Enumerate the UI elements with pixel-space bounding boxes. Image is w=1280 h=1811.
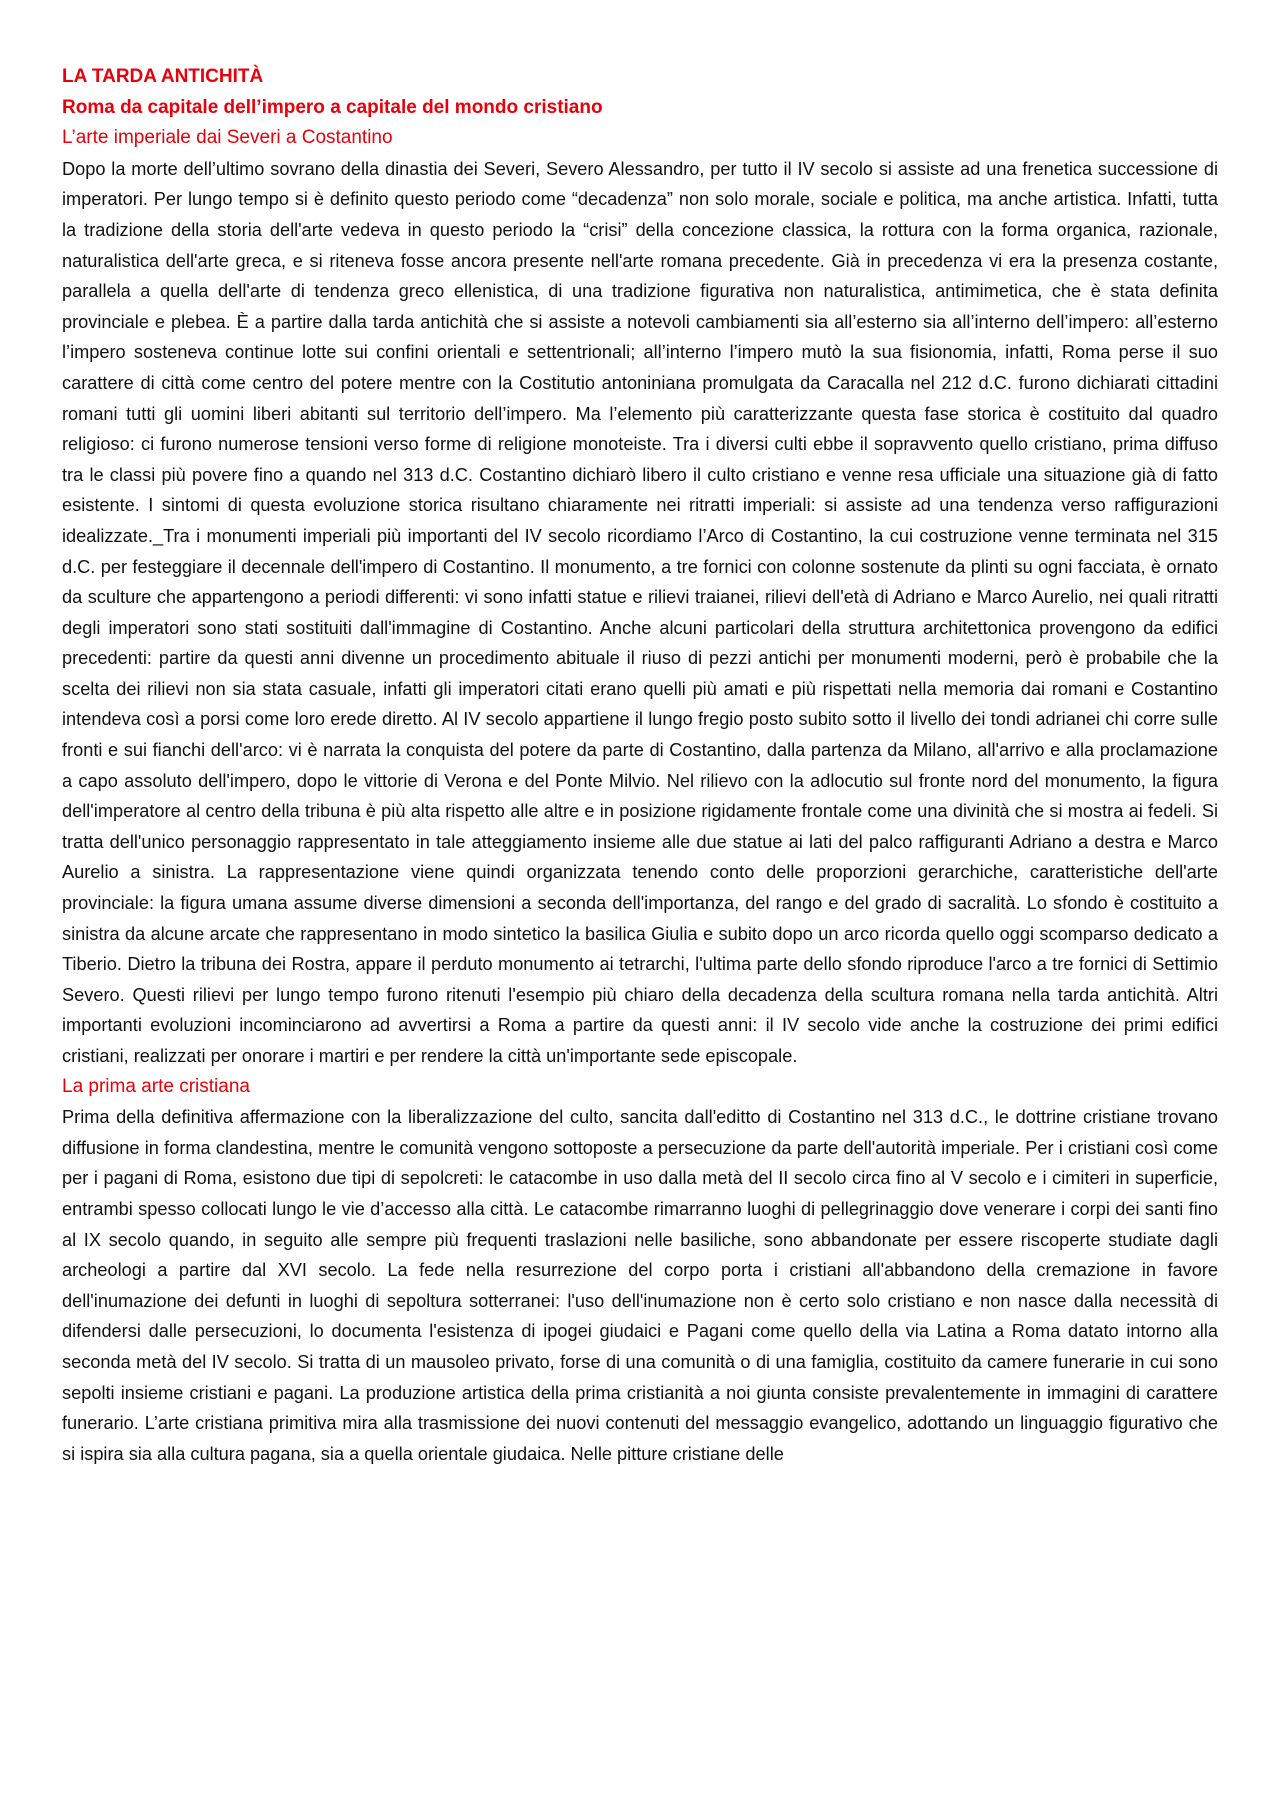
document-title: LA TARDA ANTICHITÀ [62, 66, 264, 87]
section-paragraph-imperial-art: Dopo la morte dell’ultimo sovrano della dinastia dei Severi, Severo Alessandro, per tutto il IV secolo si assiste ad una frenetica successione di imperatori. Per lungo tempo si è definito questo periodo come “decadenza” non solo morale, sociale e politica, ma anche artistica. Infatti, tutta la tradizione della storia dell'arte vedeva in questo periodo la “crisi” della concezione classica, la rottura con la forma organica, razionale, naturalistica dell'arte greca, e si riteneva fosse ancora presente nell'arte romana precedente. Già in precedenza vi era la presenza costante, parallela a quella dell'arte di tendenza greco ellenistica, di una tradizione figurativa non naturalistica, antimimetica, che è stata definita provinciale e plebea. È a partire dalla tarda antichità che si assiste a notevoli cambiamenti sia all’esterno sia all’interno dell’impero: all’esterno l’impero sosteneva continue lotte sui confini orientali e settentrionali; all’interno l’impero mutò la sua fisionomia, infatti, Roma perse il suo carattere di città come centro del potere mentre con la Costitutio antoniniana promulgata da Caracalla nel 212 d.C. furono dichiarati cittadini romani tutti gli uomini liberi abitanti sul territorio dell’impero. Ma l’elemento più caratterizzante questa fase storica è costituito dal quadro religioso: ci furono numerose tensioni verso forme di religione monoteiste. Tra i diversi culti ebbe il sopravvento quello cristiano, prima diffuso tra le classi più povere fino a quando nel 313 d.C. Costantino dichiarò libero il culto cristiano e venne resa ufficiale una situazione già di fatto esistente. I sintomi di questa evoluzione storica risultano chiaramente nei ritratti imperiali: si assiste ad una tendenza verso raffigurazioni idealizzate._Tra i monumenti imperiali più importanti del IV secolo ricordiamo l’Arco di Costantino, la cui costruzione venne terminata nel 315 d.C. per festeggiare il decennale dell'impero di Costantino. Il monumento, a tre fornici con colonne sostenute da plinti su ogni facciata, è ornato da sculture che appartengono a periodi differenti: vi sono infatti statue e rilievi traianei, rilievi dell'età di Adriano e Marco Aurelio, nei quali ritratti degli imperatori sono stati sostituiti dall'immagine di Costantino. Anche alcuni particolari della struttura architettonica provengono da edifici precedenti: partire da questi anni divenne un procedimento abituale il riuso di pezzi antichi per monumenti moderni, però è probabile che la scelta dei rilievi non sia stata casuale, infatti gli imperatori citati erano quelli più amati e più rispettati nella memoria dai romani e Costantino intendeva così a porsi come loro erede diretto. Al IV secolo appartiene il lungo fregio posto subito sotto il livello dei tondi adrianei chi corre sulle fronti e sui fianchi dell'arco: vi è narrata la conquista del potere da parte di Costantino, dalla partenza da Milano, all'arrivo e alla proclamazione a capo assoluto dell'impero, dopo le vittorie di Verona e del Ponte Milvio. Nel rilievo con la adlocutio sul fronte nord del monumento, la figura dell'imperatore al centro della tribuna è più alta rispetto alle altre e in posizione rigidamente frontale come una divinità che si mostra ai fedeli. Si tratta dell'unico personaggio rappresentato in tale atteggiamento insieme alle due statue ai lati del palco raffiguranti Adriano a destra e Marco Aurelio a sinistra. La rappresentazione viene quindi organizzata tenendo conto delle proporzioni gerarchiche, caratteristiche dell'arte provinciale: la figura umana assume diverse dimensioni a seconda dell'importanza, del rango e del grado di sacralità. Lo sfondo è costituito a sinistra da alcune arcate che rappresentano in modo sintetico la basilica Giulia e subito dopo un arco ricorda quello oggi scomparso dedicato a Tiberio. Dietro la tribuna dei Rostra, appare il perduto monumento ai tetrarchi, l'ultima parte dello sfondo riproduce l'arco a tre fornici di Settimio Severo. Questi rilievi per lungo tempo furono ritenuti l'esempio più chiaro della decadenza della scultura romana nella tarda antichità. Altri importanti evoluzioni incominciarono ad avvertirsi a Roma a partire da questi anni: il IV secolo vide anche la costruzione dei primi edifici cristiani, realizzati per onorare i martiri e per rendere la città un'importante sede episcopale. [62, 158, 1218, 1066]
section-heading-imperial-art: L’arte imperiale dai Severi a Costantino [62, 127, 393, 149]
document-subtitle: Roma da capitale dell’impero a capitale del mondo cristiano [62, 96, 603, 118]
section-paragraph-christian-art: Prima della definitiva affermazione con la liberalizzazione del culto, sancita dall'editto di Costantino nel 313 d.C., le dottrine cristiane trovano diffusione in forma clandestina, mentre le comunità vengono sottoposte a persecuzione da parte dell'autorità imperiale. Per i cristiani così come per i pagani di Roma, esistono due tipi di sepolcreti: le catacombe in uso dalla metà del II secolo circa fino al V secolo e i cimiteri in superficie, entrambi spesso collocati lungo le vie d’accesso alla città. Le catacombe rimarranno luoghi di pellegrinaggio dove venerare i corpi dei santi fino al IX secolo quando, in seguito alle sempre più frequenti traslazioni nelle basiliche, sono abbandonate per essere riscoperte studiate dagli archeologi a partire dal XVI secolo. La fede nella resurrezione del corpo porta i cristiani all'abbandono della cremazione in favore dell'inumazione dei defunti in luoghi di sepoltura sotterranei: l'uso dell'inumazione non è certo solo cristiano e non nasce dalla necessità di difendersi dalle persecuzioni, lo documenta l'esistenza di ipogei giudaici e Pagani come quello della via Latina a Roma datato intorno alla seconda metà del IV secolo. Si tratta di un mausoleo privato, forse di una comunità o di una famiglia, costituito da camere funerarie in cui sono sepolti insieme cristiani e pagani. La produzione artistica della prima cristianità a noi giunta consiste prevalentemente in immagini di carattere funerario. L’arte cristiana primitiva mira alla trasmissione dei nuovi contenuti del messaggio evangelico, adottando un linguaggio figurativo che si ispira sia alla cultura pagana, sia a quella orientale giudaica. Nelle pitture cristiane delle [62, 1107, 1218, 1464]
section-heading-christian-art: La prima arte cristiana [62, 1075, 250, 1097]
document-page [62, 62, 1218, 1469]
